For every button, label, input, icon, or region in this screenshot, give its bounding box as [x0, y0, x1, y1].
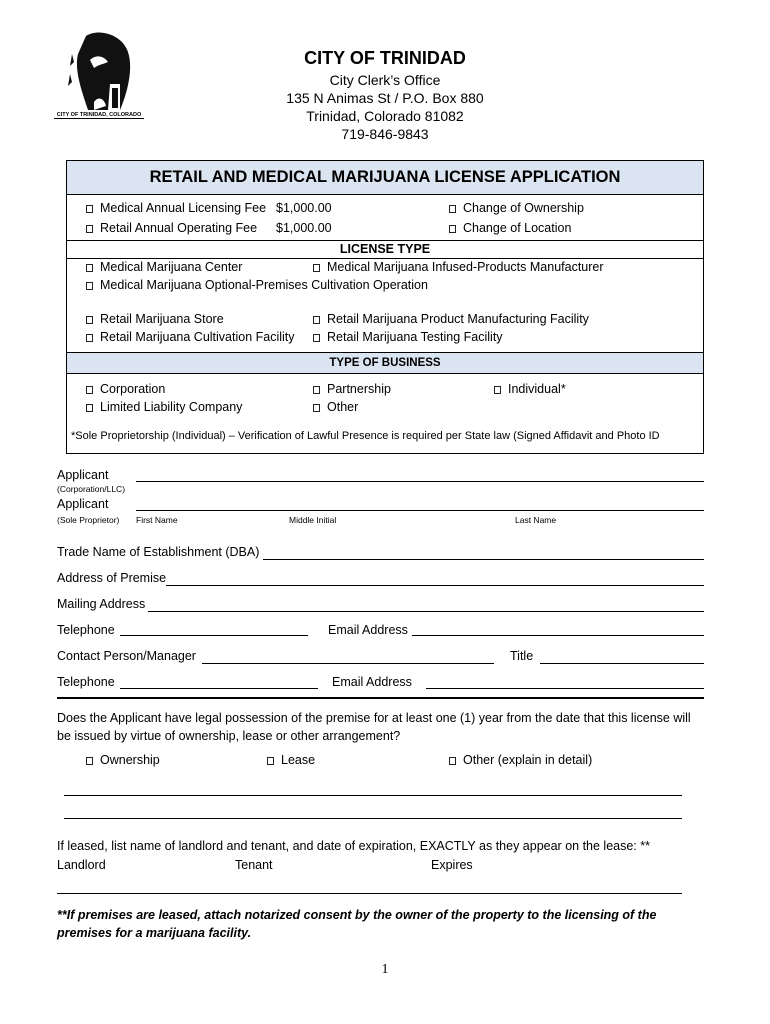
other-possession-option[interactable]: Other (explain in detail)	[449, 753, 592, 767]
medical-infused-checkbox[interactable]	[313, 264, 320, 272]
address-line-2: Trinidad, Colorado 81082	[306, 108, 464, 124]
change-location-option[interactable]: Change of Location	[449, 221, 571, 235]
business-type-heading: TYPE OF BUSINESS	[329, 357, 441, 369]
retail-fee-amount: $1,000.00	[276, 221, 332, 235]
retail-testing-option[interactable]: Retail Marijuana Testing Facility	[313, 330, 503, 344]
premise-address-label: Address of Premise	[57, 571, 167, 585]
medical-fee-option[interactable]: Medical Annual Licensing Fee	[86, 201, 266, 215]
retail-testing-checkbox[interactable]	[313, 334, 320, 342]
contact-person-field[interactable]	[202, 663, 494, 664]
individual-option[interactable]: Individual*	[494, 382, 566, 396]
retail-product-option[interactable]: Retail Marijuana Product Manufacturing Facility	[313, 312, 589, 326]
medical-optional-checkbox[interactable]	[86, 282, 93, 290]
ownership-option[interactable]: Ownership	[86, 753, 160, 767]
lease-instruction: If leased, list name of landlord and tenant, and date of expiration, EXACTLY as they appear on the lease: **	[57, 839, 650, 853]
possession-question: Does the Applicant have legal possession of the premise for at least one (1) year from the date that this license will be issued by virtue of ownership, lease or other arrangement?	[57, 711, 691, 743]
license-type-heading: LICENSE TYPE	[339, 242, 431, 256]
mailing-address-field[interactable]	[148, 611, 704, 612]
explain-line-2[interactable]	[64, 818, 682, 819]
address-line-1: 135 N Animas St / P.O. Box 880	[286, 90, 484, 106]
retail-product-checkbox[interactable]	[313, 316, 320, 324]
other-possession-checkbox[interactable]	[449, 757, 456, 765]
email-2-label: Email Address	[332, 675, 412, 689]
corporation-option[interactable]: Corporation	[86, 382, 165, 396]
retail-store-checkbox[interactable]	[86, 316, 93, 324]
office-name: City Clerk’s Office	[329, 72, 441, 88]
medical-fee-checkbox[interactable]	[86, 205, 93, 213]
llc-checkbox[interactable]	[86, 404, 93, 412]
applicant-sole-label: Applicant	[57, 497, 109, 511]
medical-optional-option[interactable]: Medical Marijuana Optional-Premises Cultivation Operation	[86, 278, 428, 292]
title-label: Title	[510, 649, 534, 663]
applicant-corp-field[interactable]	[136, 481, 704, 482]
lease-checkbox[interactable]	[267, 757, 274, 765]
llc-option[interactable]: Limited Liability Company	[86, 400, 242, 414]
middle-initial-label: Middle Initial	[289, 515, 337, 525]
applicant-sole-field[interactable]	[136, 510, 704, 511]
corp-llc-sublabel: (Corporation/LLC)	[57, 484, 126, 494]
retail-store-option[interactable]: Retail Marijuana Store	[86, 312, 224, 326]
medical-fee-amount: $1,000.00	[276, 201, 332, 215]
city-name: CITY OF TRINIDAD	[304, 48, 466, 68]
applicant-label: Applicant	[57, 468, 109, 482]
page-number: 1	[381, 962, 389, 977]
medical-center-option[interactable]: Medical Marijuana Center	[86, 260, 242, 274]
retail-fee-option[interactable]: Retail Annual Operating Fee	[86, 221, 257, 235]
partnership-checkbox[interactable]	[313, 386, 320, 394]
telephone-field[interactable]	[120, 635, 308, 636]
tenant-label: Tenant	[235, 858, 273, 872]
individual-checkbox[interactable]	[494, 386, 501, 394]
first-name-label: First Name	[136, 515, 178, 525]
sole-proprietor-sublabel: (Sole Proprietor)	[57, 515, 120, 525]
expires-label: Expires	[431, 858, 473, 872]
contact-person-label: Contact Person/Manager	[57, 649, 196, 663]
landlord-label: Landlord	[57, 858, 106, 872]
ownership-checkbox[interactable]	[86, 757, 93, 765]
change-ownership-checkbox[interactable]	[449, 205, 456, 213]
change-ownership-option[interactable]: Change of Ownership	[449, 201, 584, 215]
lease-consent-note: **If premises are leased, attach notarized consent by the owner of the property to the licensing of the premises for a marijuana facility.	[57, 908, 657, 940]
other-business-option[interactable]: Other	[313, 400, 358, 414]
retail-cultivation-checkbox[interactable]	[86, 334, 93, 342]
last-name-label: Last Name	[515, 515, 557, 525]
title-field[interactable]	[540, 663, 704, 664]
phone-number: 719-846-9843	[341, 126, 429, 142]
email-2-field[interactable]	[426, 688, 704, 689]
premise-address-field[interactable]	[166, 585, 704, 586]
other-business-checkbox[interactable]	[313, 404, 320, 412]
telephone-label: Telephone	[57, 623, 115, 637]
logo-label: CITY OF TRINIDAD, COLORADO	[54, 112, 144, 119]
email-label: Email Address	[328, 623, 408, 637]
medical-infused-option[interactable]: Medical Marijuana Infused-Products Manufacturer	[313, 260, 604, 274]
corporation-checkbox[interactable]	[86, 386, 93, 394]
retail-fee-checkbox[interactable]	[86, 225, 93, 233]
lease-option[interactable]: Lease	[267, 753, 315, 767]
retail-cultivation-option[interactable]: Retail Marijuana Cultivation Facility	[86, 330, 295, 344]
section-divider	[57, 697, 704, 699]
sole-proprietor-note: *Sole Proprietorship (Individual) – Verification of Lawful Presence is required per State law (Signed Affidavit and Photo ID	[71, 430, 660, 442]
telephone-2-field[interactable]	[120, 688, 318, 689]
change-location-checkbox[interactable]	[449, 225, 456, 233]
trade-name-label: Trade Name of Establishment (DBA)	[57, 545, 260, 559]
medical-center-checkbox[interactable]	[86, 264, 93, 272]
trade-name-field[interactable]	[263, 559, 704, 560]
partnership-option[interactable]: Partnership	[313, 382, 391, 396]
lease-details-field[interactable]	[57, 893, 682, 894]
form-title: RETAIL AND MEDICAL MARIJUANA LICENSE APPLICATION	[149, 168, 621, 186]
explain-line-1[interactable]	[64, 795, 682, 796]
mailing-address-label: Mailing Address	[57, 597, 146, 611]
email-field[interactable]	[412, 635, 704, 636]
telephone-2-label: Telephone	[57, 675, 115, 689]
